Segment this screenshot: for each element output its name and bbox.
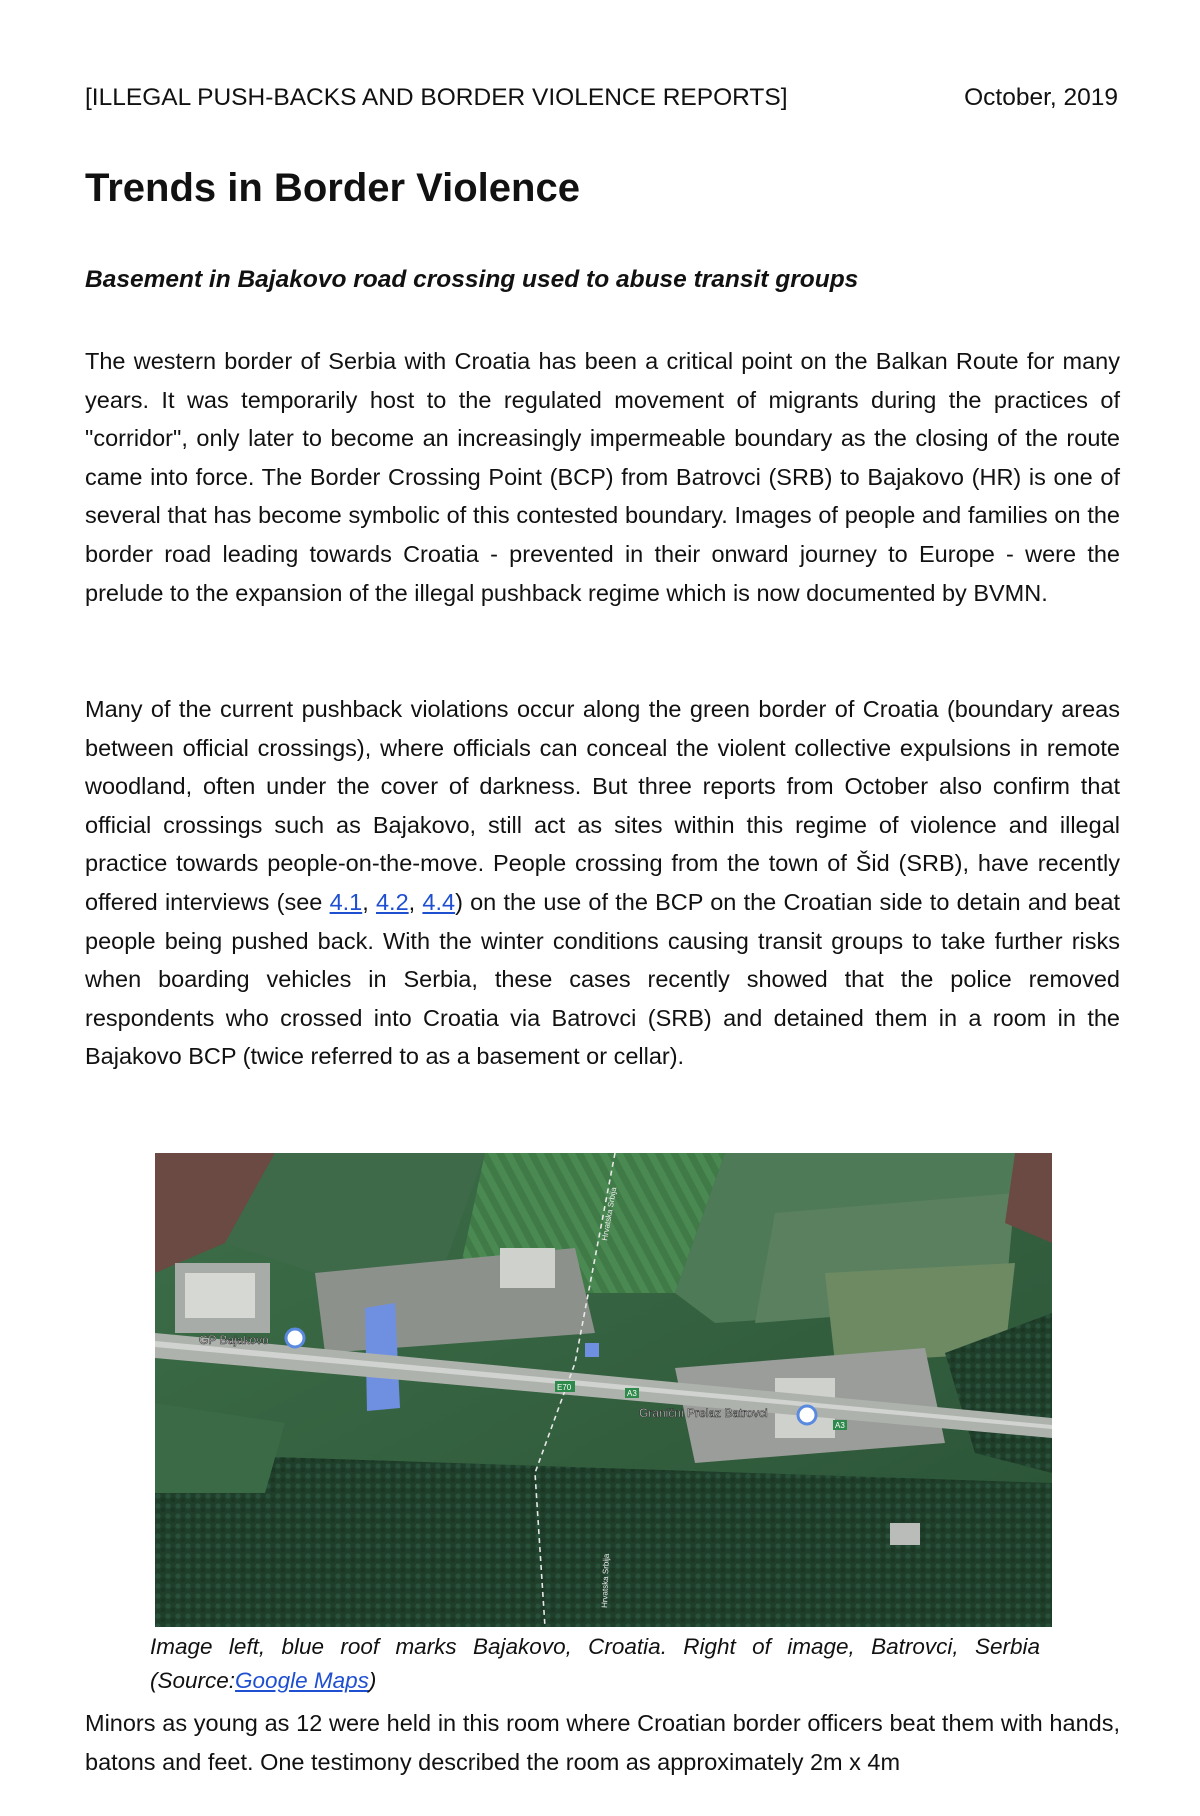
map-label-bajakovo: GP Bajakovo — [199, 1333, 269, 1347]
map-pin-icon — [286, 1329, 304, 1347]
paragraph-pushbacks — [85, 690, 1120, 1076]
paragraph-text: ) on the use of the BCP on the Croatian side to detain and beat people being pushed back. With the winter conditions causing transit groups to take further risks when boarding vehicles in Serbia, these cases recently showed that the police removed respondents who crossed into Croatia via Batrovci (SRB) and detained them in a room in the Bajakovo BCP (twice referred to as a basement or cellar). — [85, 888, 1120, 1070]
satellite-map-image — [155, 1153, 1052, 1627]
map-border-label: Hrvatska Srbija — [600, 1553, 611, 1609]
running-header-title: [ILLEGAL PUSH-BACKS AND BORDER VIOLENCE REPORTS] — [85, 84, 788, 111]
page-title: Trends in Border Violence — [85, 166, 580, 210]
road-sign-a3: A3 — [627, 1389, 637, 1398]
google-maps-link[interactable]: Google Maps — [235, 1668, 369, 1693]
report-link-4-2[interactable]: 4.2 — [375, 888, 409, 915]
map-label-batrovci: Granični Prelaz Batrovci — [639, 1406, 768, 1420]
image-caption — [150, 1630, 1040, 1698]
running-header-date: October, 2019 — [964, 84, 1118, 111]
caption-end: ) — [368, 1668, 377, 1693]
paragraph-intro: The western border of Serbia with Croatia has been a critical point on the Balkan Route for many years. It was temporarily host to the regulated movement of migrants during the practices of "corridor", only later to become an increasingly impermeable boundary as the closing of the route came into force. The Border Crossing Point (BCP) from Batrovci (SRB) to Bajakovo (HR) is one of several that has become symbolic of this contested boundary. Images of people and families on the border road leading towards Croatia - prevented in their onward journey to Europe - were the prelude to the expansion of the illegal pushback regime which is now documented by BVMN. — [85, 348, 1120, 606]
road-sign-e70: E70 — [557, 1383, 572, 1392]
separator: , — [408, 888, 423, 915]
map-border-label: Hrvatska Srbija — [600, 1186, 619, 1242]
section-subtitle: Basement in Bajakovo road crossing used to abuse transit groups — [85, 266, 859, 293]
road-sign-a3: A3 — [835, 1421, 845, 1430]
paragraph-minors: Minors as young as 12 were held in this room where Croatian border officers beat them with hands, batons and feet. One testimony described the room as approximately 2m x 4m — [85, 1710, 1120, 1775]
paragraph-text: Many of the current pushback violations occur along the green border of Croatia (boundary areas between official crossings), where officials can conceal the violent collective expulsions in remote woodland, often under the cover of darkness. But three reports from October also confirm that official crossings such as Bajakovo, still act as sites within this regime of violence and illegal practice towards people-on-the-move. People crossing from the town of Šid (SRB), have recently offered interviews (see — [85, 696, 1120, 915]
report-link-4-1[interactable]: 4.1 — [329, 888, 363, 915]
map-pin-icon — [798, 1406, 816, 1424]
caption-text: Image left, blue roof marks Bajakovo, Croatia. Right of image, Batrovci, Serbia (Source: — [150, 1634, 1040, 1693]
separator: , — [362, 888, 376, 915]
report-link-4-4[interactable]: 4.4 — [422, 888, 456, 915]
